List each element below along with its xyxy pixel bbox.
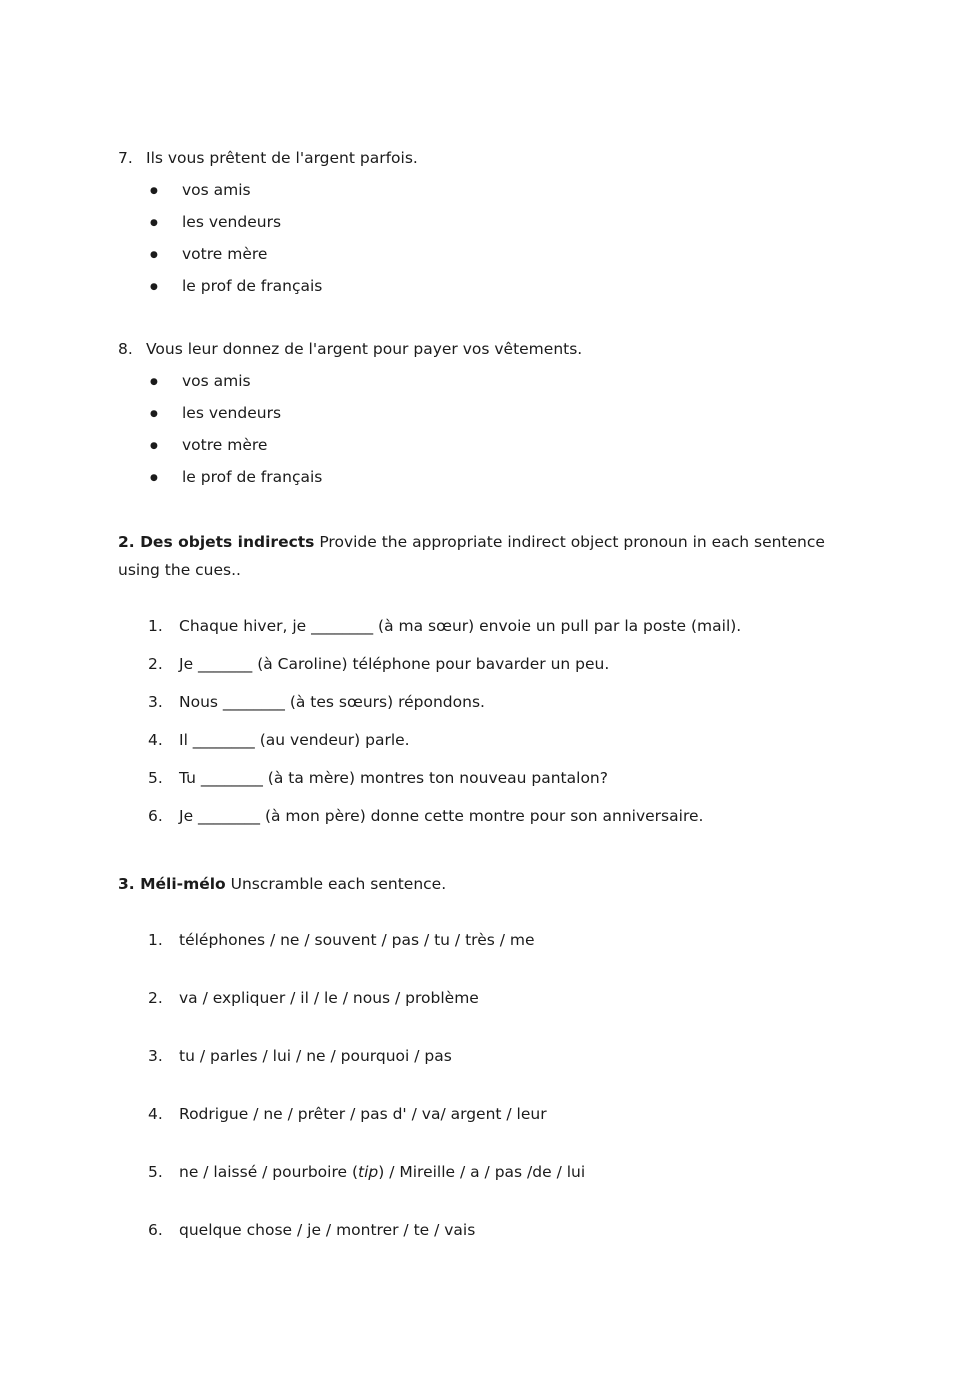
exercise-item xyxy=(148,728,868,752)
item-text xyxy=(179,1160,585,1184)
option-item xyxy=(118,274,868,301)
section3-items xyxy=(148,928,868,1242)
section2-items xyxy=(148,614,868,828)
option-item xyxy=(118,433,868,460)
option-item xyxy=(118,369,868,396)
option-label: votre mère xyxy=(182,436,268,454)
exercise-item xyxy=(148,928,868,952)
question-number: 7. xyxy=(118,149,133,167)
item-text: Nous ________ (à tes sœurs) répondons. xyxy=(179,693,485,711)
question-text: Vous leur donnez de l'argent pour payer vos vêtements. xyxy=(146,340,583,358)
item-number: 3. xyxy=(148,693,163,711)
item-number: 6. xyxy=(148,807,163,825)
item-text: Chaque hiver, je ________ (à ma sœur) envoie un pull par la poste (mail). xyxy=(179,617,742,635)
exercise-item xyxy=(148,1160,868,1184)
exercise-item xyxy=(148,1102,868,1126)
question-8-line xyxy=(118,337,868,361)
item-text: Je ________ (à mon père) donne cette montre pour son anniversaire. xyxy=(179,807,704,825)
item-text: Tu ________ (à ta mère) montres ton nouveau pantalon? xyxy=(179,769,608,787)
section-heading xyxy=(118,528,868,584)
item-text: téléphones / ne / souvent / pas / tu / très / me xyxy=(179,931,535,949)
question-8 xyxy=(118,337,868,492)
item-text-italic: tip xyxy=(358,1163,379,1181)
option-label: les vendeurs xyxy=(182,404,282,422)
option-item xyxy=(118,242,868,269)
item-number: 1. xyxy=(148,931,163,949)
item-text: va / expliquer / il / le / nous / problème xyxy=(179,989,479,1007)
item-text-before: ne / laissé / pourboire ( xyxy=(179,1163,358,1181)
bullet-icon xyxy=(150,369,182,396)
question-text: Ils vous prêtent de l'argent parfois. xyxy=(146,149,418,167)
question-7 xyxy=(118,146,868,301)
section-instructions: Provide the appropriate indirect object pronoun in each sentence using the cues.. xyxy=(118,533,825,579)
exercise-item xyxy=(148,1044,868,1068)
item-number: 4. xyxy=(148,731,163,749)
item-text: Rodrigue / ne / prêter / pas d' / va/ argent / leur xyxy=(179,1105,547,1123)
exercise-item xyxy=(148,614,868,638)
option-item xyxy=(118,465,868,492)
item-number: 1. xyxy=(148,617,163,635)
item-text: Je _______ (à Caroline) téléphone pour bavarder un peu. xyxy=(179,655,610,673)
option-label: le prof de français xyxy=(182,468,323,486)
item-text: quelque chose / je / montrer / te / vais xyxy=(179,1221,476,1239)
item-number: 5. xyxy=(148,769,163,787)
option-label: les vendeurs xyxy=(182,213,282,231)
item-text: Il ________ (au vendeur) parle. xyxy=(179,731,410,749)
bullet-icon xyxy=(150,274,182,301)
option-label: votre mère xyxy=(182,245,268,263)
section-title: 2. Des objets indirects xyxy=(118,533,315,551)
item-number: 5. xyxy=(148,1163,163,1181)
question-number: 8. xyxy=(118,340,133,358)
exercise-item xyxy=(148,804,868,828)
option-label: vos amis xyxy=(182,181,251,199)
section-title: 3. Méli-mélo xyxy=(118,875,226,893)
question-7-line xyxy=(118,146,868,170)
item-number: 3. xyxy=(148,1047,163,1065)
question-8-options xyxy=(118,369,868,492)
item-number: 6. xyxy=(148,1221,163,1239)
section-instructions: Unscramble each sentence. xyxy=(225,875,447,893)
section-heading xyxy=(118,870,868,898)
exercise-item xyxy=(148,652,868,676)
bullet-icon xyxy=(150,401,182,428)
exercise-item xyxy=(148,986,868,1010)
option-item xyxy=(118,178,868,205)
bullet-icon xyxy=(150,465,182,492)
bullet-icon xyxy=(150,242,182,269)
exercise-item xyxy=(148,1218,868,1242)
item-number: 2. xyxy=(148,655,163,673)
question-7-options xyxy=(118,178,868,301)
item-text-after: ) / Mireille / a / pas /de / lui xyxy=(378,1163,586,1181)
bullet-icon xyxy=(150,433,182,460)
option-label: le prof de français xyxy=(182,277,323,295)
section-meli-melo xyxy=(118,870,868,1242)
item-number: 2. xyxy=(148,989,163,1007)
item-text: tu / parles / lui / ne / pourquoi / pas xyxy=(179,1047,452,1065)
bullet-icon xyxy=(150,178,182,205)
option-item xyxy=(118,401,868,428)
exercise-item xyxy=(148,690,868,714)
option-item xyxy=(118,210,868,237)
exercise-item xyxy=(148,766,868,790)
option-label: vos amis xyxy=(182,372,251,390)
bullet-icon xyxy=(150,210,182,237)
section-objets-indirects xyxy=(118,528,868,828)
item-number: 4. xyxy=(148,1105,163,1123)
